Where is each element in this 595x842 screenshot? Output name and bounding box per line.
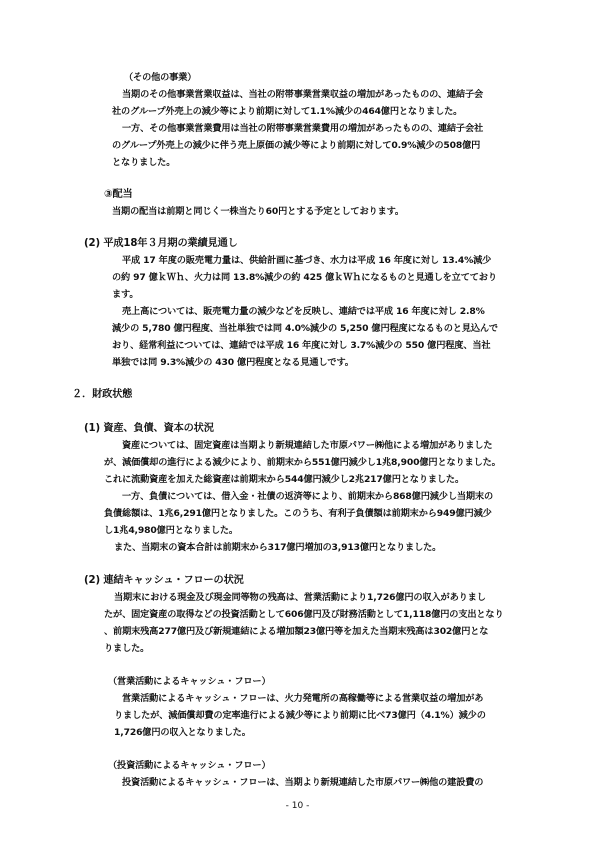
- paragraph-line: 単独では同 9.3%減少の 430 億円程度となる見通しです。: [112, 357, 354, 368]
- paragraph-line: となりました。: [112, 157, 176, 168]
- paragraph-line: 一方、その他事業営業費用は当社の附帯事業営業費用の増加があったものの、連結子会社: [122, 123, 484, 134]
- paragraph-line: の約 97 億ｋＷｈ、火力は同 13.8%減少の約 425 億ｋＷｈになるものと見通しを立てており: [112, 272, 497, 283]
- section-heading-investing-cf: （投資活動によるキャッシュ・フロー）: [108, 760, 271, 771]
- paragraph-line: 売上高については、販売電力量の減少などを反映し、連結では平成 16 年度に対し 2.8%: [122, 306, 485, 317]
- paragraph-line: 減少の 5,780 億円程度、当社単独では同 4.0%減少の 5,250 億円程度になるものと見込んで: [112, 323, 498, 334]
- paragraph-line: 1,726億円の収入となりました。: [114, 727, 251, 738]
- section-heading-dividend: ③配当: [104, 189, 133, 200]
- paragraph-line: が、減価償却の進行による減少により、前期末から551億円減少し1兆8,900億円となりました。: [104, 457, 501, 468]
- paragraph-line: のグループ外売上の減少に伴う売上原価の減少等により前期に対して0.9%減少の508億円: [112, 140, 481, 151]
- paragraph-line: 営業活動によるキャッシュ・フローは、火力発電所の高稼働等による営業収益の増加があ: [122, 693, 484, 704]
- section-heading-operating-cf: （営業活動によるキャッシュ・フロー）: [108, 676, 271, 687]
- paragraph-line: 負債総額は、1兆6,291億円となりました。このうち、有利子負債額は前期末から949億円減少: [104, 508, 492, 519]
- paragraph-line: 当期のその他事業営業収益は、当社の附帯事業営業収益の増加があったものの、連結子会: [122, 89, 484, 100]
- section-heading-cashflow: (2) 連結キャッシュ・フローの状況: [84, 575, 244, 586]
- paragraph-line: これに流動資産を加えた総資産は前期末から544億円減少し2兆217億円となりました。: [104, 474, 465, 485]
- paragraph-line: りましたが、減価償却費の定率進行による減少等により前期に比べ73億円（4.1%）減少の: [114, 710, 486, 721]
- paragraph-line: 投資活動によるキャッシュ・フローは、当期より新規連結した市原パワー㈱他の建設費の: [122, 777, 484, 788]
- paragraph-line: 当期末における現金及び現金同等物の残高は、営業活動により1,726億円の収入がありまし: [114, 592, 486, 603]
- paragraph-line: 平成 17 年度の販売電力量は、供給計画に基づき、水力は平成 16 年度に対し 13.4%減少: [122, 255, 492, 266]
- paragraph-line: りました。: [104, 643, 150, 654]
- paragraph-line: 資産については、固定資産は当期より新規連結した市原パワー㈱他による増加がありました: [122, 440, 493, 451]
- paragraph-line: たが、固定資産の取得などの投資活動として606億円及び財務活動として1,118億円の支出となり: [104, 609, 504, 620]
- paragraph-line: 一方、負債については、借入金・社債の返済等により、前期末から868億円減少し当期末の: [122, 491, 494, 502]
- paragraph-line: ます。: [112, 289, 139, 300]
- paragraph-line: また、当期末の資本合計は前期末から317億円増加の3,913億円となりました。: [114, 542, 442, 553]
- page-number: - 10 -: [285, 801, 310, 811]
- section-heading-outlook: (2) 平成18年３月期の業績見通し: [84, 238, 238, 249]
- paragraph-line: し1兆4,980億円となりました。: [104, 525, 238, 536]
- section-heading-assets: (1) 資産、負債、資本の状況: [84, 423, 214, 434]
- section-heading-financial: ２．財政状態: [72, 389, 133, 400]
- paragraph-line: 、前期末残高277億円及び新規連結による増加額23億円等を加えた当期末残高は302億円とな: [104, 626, 489, 637]
- paragraph-line: 当期の配当は前期と同じく一株当たり60円とする予定としております。: [112, 206, 404, 217]
- section-heading-other-business: （その他の事業）: [124, 72, 197, 83]
- paragraph-line: おり、経常利益については、連結では平成 16 年度に対し 3.7%減少の 550 億円程度、当社: [112, 340, 491, 351]
- paragraph-line: 社のグループ外売上の減少等により前期に対して1.1%減少の464億円となりました。: [112, 106, 463, 117]
